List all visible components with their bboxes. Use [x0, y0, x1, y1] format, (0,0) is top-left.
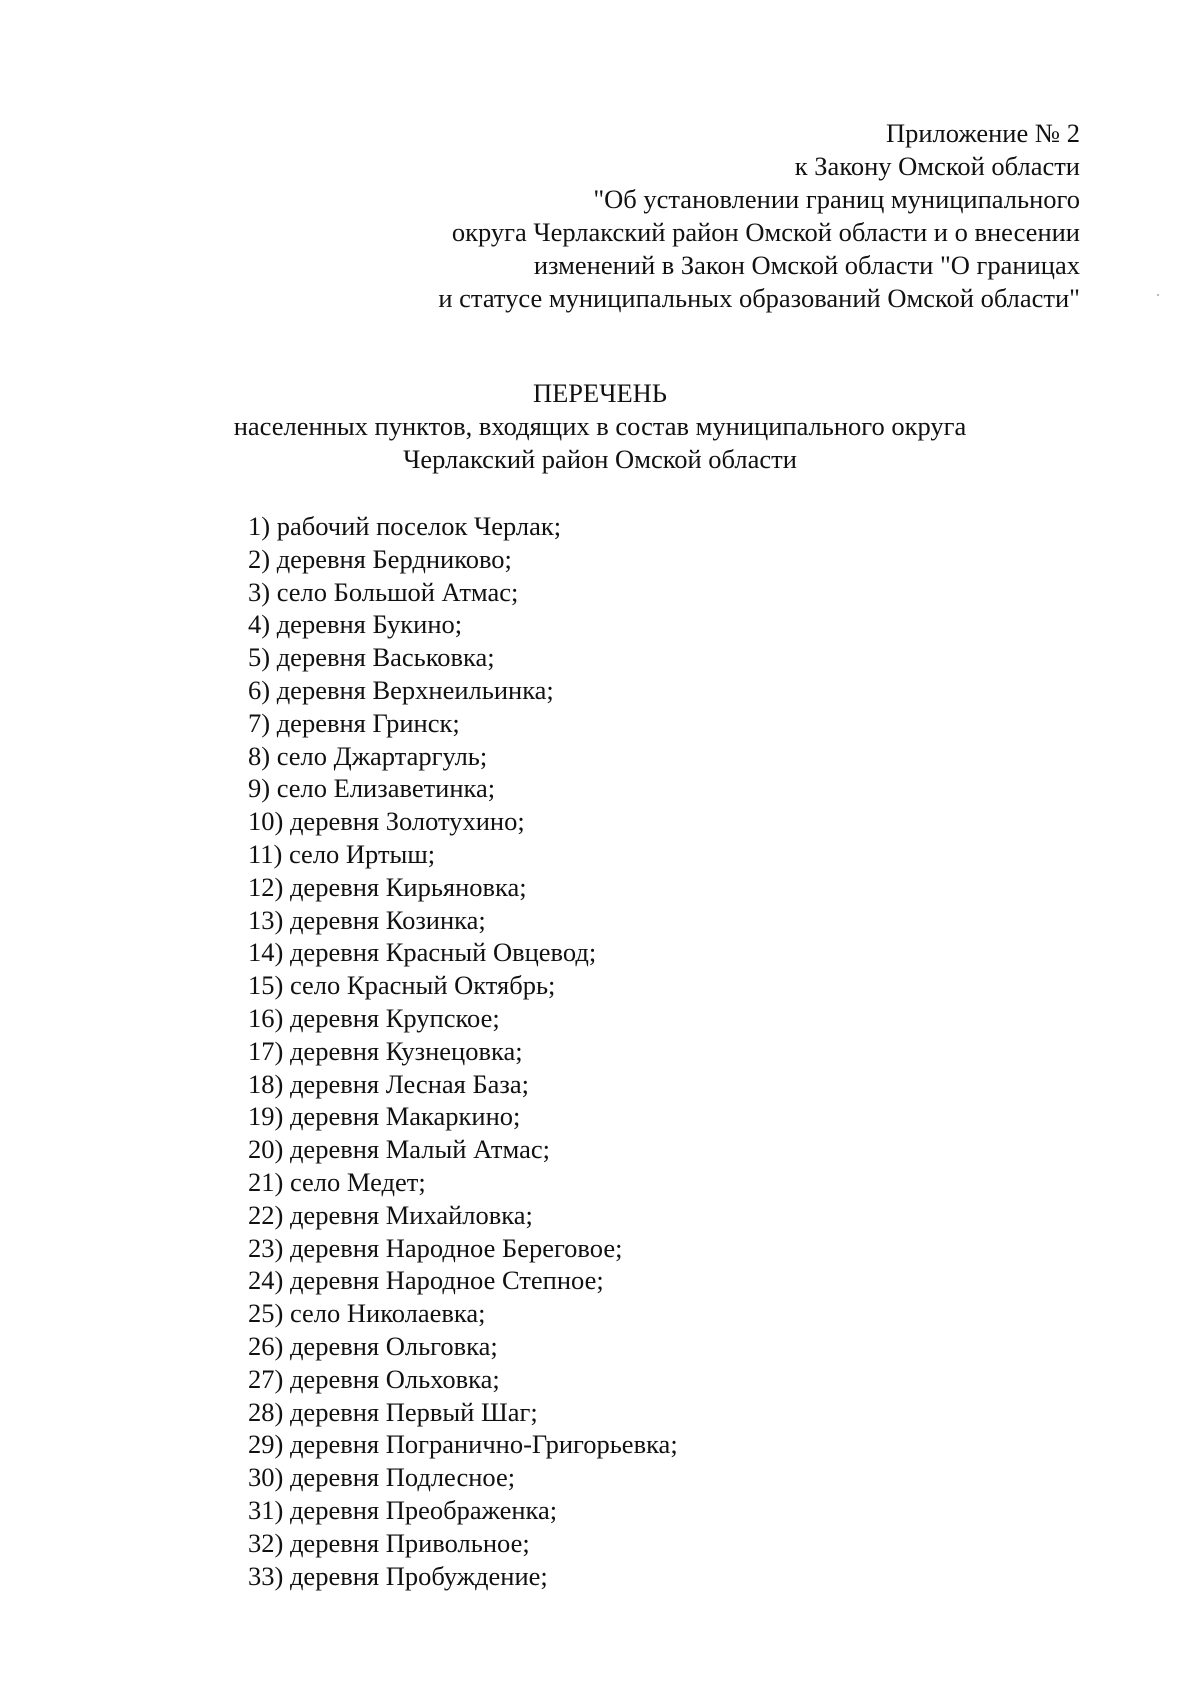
list-item: 23) деревня Народное Береговое;: [248, 1232, 623, 1263]
list-item: 10) деревня Золотухино;: [248, 806, 525, 837]
appendix-block: [320, 117, 1080, 315]
document-title: ПЕРЕЧЕНЬ: [532, 378, 667, 408]
list-item: 28) деревня Первый Шаг;: [248, 1396, 538, 1427]
document-subtitle-line: населенных пунктов, входящих в состав муниципального округа: [233, 411, 967, 441]
list-item: 30) деревня Подлесное;: [248, 1462, 516, 1493]
scan-speck: [1157, 294, 1159, 296]
appendix-line: Приложение № 2: [885, 118, 1080, 148]
appendix-line: и статусе муниципальных образований Омской области": [438, 283, 1080, 313]
appendix-line: округа Черлакский район Омской области и о внесении: [451, 217, 1080, 247]
list-item: 24) деревня Народное Степное;: [248, 1265, 604, 1296]
list-item: 13) деревня Козинка;: [248, 904, 486, 935]
list-item: 11) село Иртыш;: [248, 838, 436, 869]
appendix-line: изменений в Закон Омской области "О границах: [533, 250, 1080, 280]
list-item: 5) деревня Васьковка;: [248, 642, 495, 673]
list-item: 8) село Джартаргуль;: [248, 740, 488, 771]
list-item: 21) село Медет;: [248, 1166, 426, 1197]
list-item: 27) деревня Ольховка;: [248, 1363, 500, 1394]
list-item: 2) деревня Бердниково;: [248, 543, 512, 574]
list-item: 7) деревня Гринск;: [248, 707, 460, 738]
list-item: 31) деревня Преображенка;: [248, 1494, 558, 1525]
list-item: 18) деревня Лесная База;: [248, 1068, 530, 1099]
settlement-list: [248, 510, 1048, 1592]
list-item: 16) деревня Крупское;: [248, 1002, 500, 1033]
list-item: 1) рабочий поселок Черлак;: [248, 511, 562, 541]
appendix-line: "Об установлении границ муниципального: [593, 184, 1080, 214]
list-item: 15) село Красный Октябрь;: [248, 970, 556, 1001]
list-item: 26) деревня Ольговка;: [248, 1330, 498, 1361]
list-item: 20) деревня Малый Атмас;: [248, 1134, 550, 1165]
list-item: 12) деревня Кирьяновка;: [248, 871, 527, 902]
list-item: 9) село Елизаветинка;: [248, 773, 496, 804]
list-item: 32) деревня Привольное;: [248, 1527, 530, 1558]
appendix-line: к Закону Омской области: [794, 151, 1080, 181]
list-item: 25) село Николаевка;: [248, 1298, 486, 1329]
list-item: 33) деревня Пробуждение;: [248, 1560, 548, 1591]
list-item: 29) деревня Погранично-Григорьевка;: [248, 1429, 678, 1460]
document-subtitle-line: Черлакский район Омской области: [403, 444, 797, 474]
list-item: 22) деревня Михайловка;: [248, 1199, 533, 1230]
list-item: 19) деревня Макаркино;: [248, 1101, 521, 1132]
list-item: 3) село Большой Атмас;: [248, 576, 519, 607]
list-item: 6) деревня Верхнеильинка;: [248, 674, 554, 705]
list-item: 14) деревня Красный Овцевод;: [248, 937, 597, 968]
list-item: 4) деревня Букино;: [248, 609, 463, 640]
document-heading: [0, 377, 1200, 476]
list-item: 17) деревня Кузнецовка;: [248, 1035, 523, 1066]
